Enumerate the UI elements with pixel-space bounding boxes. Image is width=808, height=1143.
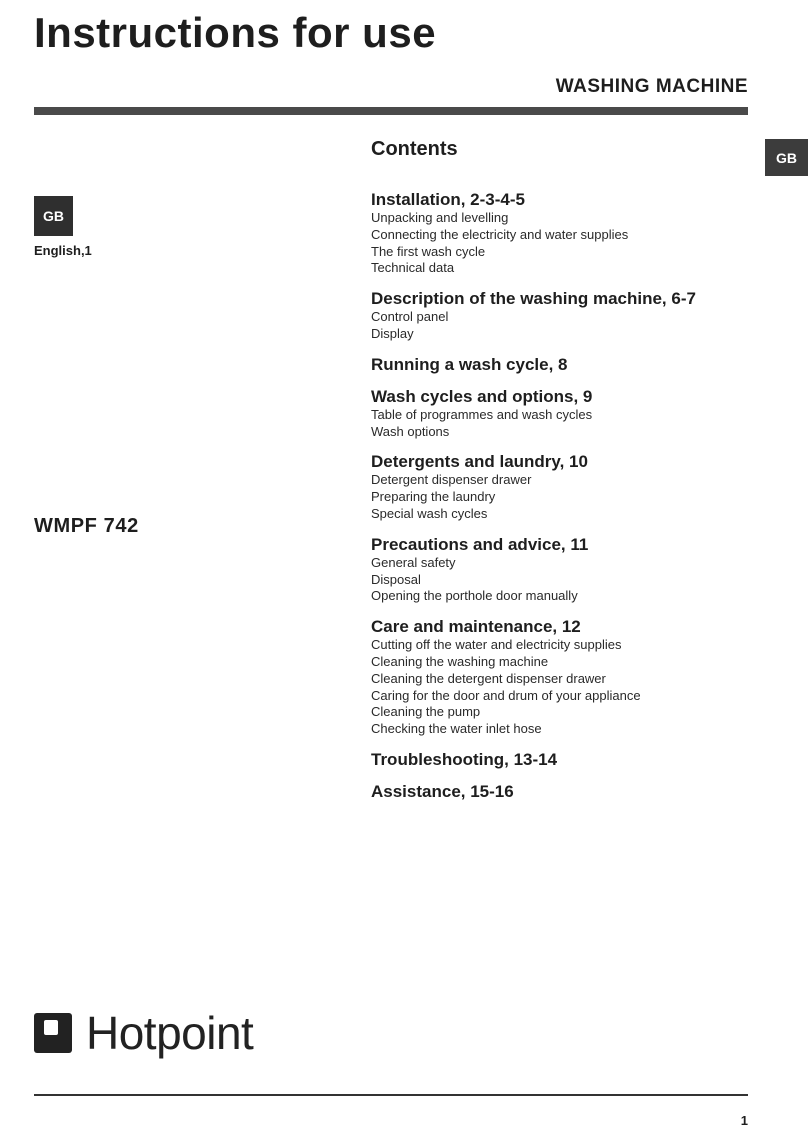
contents-section: [371, 355, 751, 375]
section-item: The first wash cycle: [371, 243, 486, 259]
section-item: Special wash cycles: [371, 505, 488, 521]
document-title: Instructions for use: [34, 9, 437, 56]
section-item: Connecting the electricity and water supplies: [371, 226, 629, 242]
section-item: Cleaning the detergent dispenser drawer: [371, 670, 606, 686]
contents-section: [371, 750, 751, 770]
contents-section: [371, 617, 751, 738]
section-item: Table of programmes and wash cycles: [371, 406, 593, 422]
contents-section: [371, 289, 751, 343]
contents-section: [371, 535, 751, 605]
top-divider: [34, 107, 748, 115]
section-title: Description of the washing machine, 6-7: [371, 289, 696, 309]
section-title: Installation, 2-3-4-5: [371, 190, 525, 209]
language-page-reference: English,1: [34, 243, 92, 258]
table-of-contents: [371, 136, 751, 814]
section-title: Troubleshooting, 13-14: [371, 749, 558, 769]
section-item: Technical data: [371, 260, 455, 276]
contents-section: [371, 782, 751, 802]
page-number: 1: [740, 1113, 748, 1128]
section-item: Display: [371, 325, 414, 341]
contents-section: [371, 452, 751, 522]
section-item: General safety: [371, 554, 456, 570]
section-item: Unpacking and levelling: [371, 210, 509, 225]
section-item: Detergent dispenser drawer: [371, 472, 532, 488]
section-item: Cutting off the water and electricity supplies: [371, 637, 622, 653]
section-title: Wash cycles and options, 9: [371, 386, 593, 406]
section-item: Disposal: [371, 571, 421, 587]
section-item: Opening the porthole door manually: [371, 588, 578, 604]
contents-heading: Contents: [371, 138, 458, 160]
section-item: Caring for the door and drum of your appliance: [371, 687, 641, 703]
section-title: Assistance, 15-16: [371, 781, 514, 801]
section-item: Cleaning the washing machine: [371, 653, 549, 669]
bottom-divider: [34, 1094, 748, 1096]
section-title: Care and maintenance, 12: [371, 617, 581, 637]
section-title: Precautions and advice, 11: [371, 534, 589, 554]
contents-section: [371, 387, 751, 441]
brand-name: Hotpoint: [86, 1007, 254, 1059]
section-item: Cleaning the pump: [371, 704, 481, 720]
product-type-label: WASHING MACHINE: [555, 76, 748, 97]
section-item: Control panel: [371, 309, 449, 325]
section-item: Checking the water inlet hose: [371, 721, 542, 737]
contents-section: [371, 190, 751, 277]
language-side-tab: GB: [765, 139, 808, 176]
section-title: Running a wash cycle, 8: [371, 354, 568, 374]
section-item: Wash options: [371, 423, 450, 439]
model-number: WMPF 742: [34, 515, 139, 537]
section-item: Preparing the laundry: [371, 489, 496, 505]
language-badge: GB: [34, 196, 73, 236]
brand-logo: [34, 1008, 253, 1058]
section-title: Detergents and laundry, 10: [371, 452, 588, 472]
logo-mark-icon: [34, 1013, 72, 1053]
